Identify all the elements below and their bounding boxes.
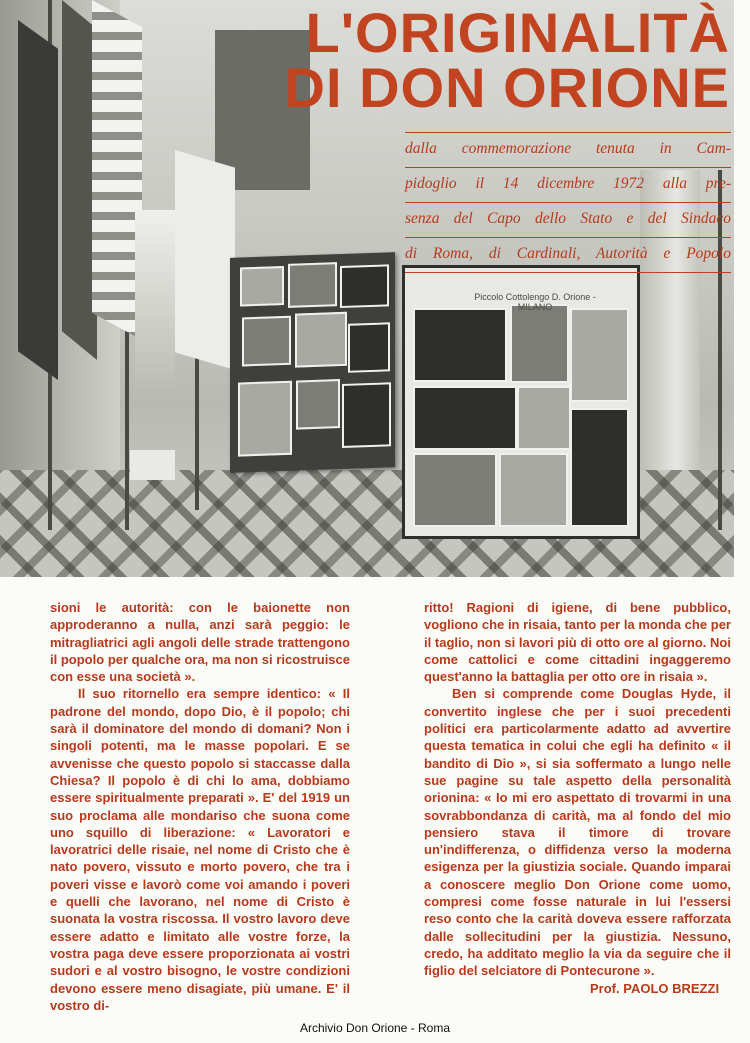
subtitle-line: di Roma, di Cardinali, Autorità e Popolo bbox=[405, 237, 731, 273]
display-table bbox=[130, 450, 175, 480]
collage-photo bbox=[348, 322, 390, 372]
archive-footer: Archivio Don Orione - Roma bbox=[299, 1021, 451, 1035]
panel-photo bbox=[413, 453, 497, 527]
subtitle-line: dalla commemorazione tenuta in Cam- bbox=[405, 132, 731, 167]
subtitle-line: senza del Capo dello Stato e del Sindaco bbox=[405, 202, 731, 237]
body-column-right bbox=[424, 599, 731, 980]
subtitle-line: pidoglio il 14 dicembre 1972 alla pre- bbox=[405, 167, 731, 202]
collage-photo bbox=[295, 312, 347, 368]
body-paragraph: ritto! Ragioni di igiene, di bene pubblico, vogliono che in risaia, tanto per la monda che per il taglio, non si lavori più di otto ore al giorno. Noi come cattolici e come cittadini ingaggeremo quest'anno la battaglia per otto ore in risaia ». bbox=[424, 600, 731, 685]
flag bbox=[18, 20, 58, 380]
panel-photo bbox=[413, 386, 517, 450]
collage-photo bbox=[242, 316, 291, 367]
body-paragraph: Il suo ritornello era sempre identico: « Il padrone del mondo, dopo Dio, è il popolo; chi sarà il dominatore del mondo di domani? Non i singoli potenti, ma le masse popolari. E se avvenisse che questo popolo si staccasse dalla Chiesa? Il popolo è di chi lo ama, dobbiamo essere spiritualmente preparati ». E' del 1919 un suo proclama alle mondariso che suona come uno squillo di liberazione: « Lavoratori e lavoratrici delle risaie, nel nome di Cristo che è nato povero, vissuto e morto povero, che tra i poveri visse e lavorò come voi amando i poveri e quelli che lavorano, nel nome di Cristo è suonata la vostra riscossa. Il vostro lavoro deve essere adatto e limitato alle vostre forze, la vostra paga deve essere proporzionata ai vostri sudori e al vostro bisogno, le vostre condizioni devono essere meno disagiate, più umane. E' il vostro di- bbox=[50, 686, 350, 1013]
collage-photo bbox=[340, 264, 389, 308]
article-title bbox=[284, 1, 730, 119]
author-signature bbox=[590, 981, 719, 996]
signature-name: PAOLO BREZZI bbox=[623, 981, 720, 996]
photo-collage-board bbox=[230, 252, 395, 473]
collage-photo bbox=[240, 266, 284, 307]
article-subtitle bbox=[405, 132, 731, 273]
panel-sign: Piccolo Cottolengo D. Orione - MILANO bbox=[474, 292, 596, 312]
body-paragraph: Ben si comprende come Douglas Hyde, il convertito inglese che per i suoi precedenti politici era particolarmente adatto ad avvertire questa tematica in colui che egli ha definito « il bandito di Dio », si sia soffermato a lungo nelle sue pagine su tale aspetto della personalità orionina: « Io mi ero aspettato di trovarmi in una sovrabbondanza di carità, ma al fondo del mio pensiero stava il timore di trovare un'indifferenza, o diffidenza verso la moderna esigenza per la giustizia sociale. Quando imparai a conoscere meglio Don Orione come uomo, compresi come fosse naturale in lui l'essersi reso conto che la carità doveva essere rafforzata dalle sollecitudini per la giustizia. Nessuno, credo, ha additato meglio la via da seguire che il figlio del selciatore di Pontecurone ». bbox=[424, 686, 731, 979]
collage-photo bbox=[288, 262, 337, 308]
collage-photo bbox=[342, 382, 391, 448]
collage-photo bbox=[238, 381, 292, 457]
collage-photo bbox=[296, 379, 340, 430]
flag bbox=[62, 0, 97, 360]
white-flag bbox=[175, 150, 235, 370]
small-display-board bbox=[135, 210, 175, 390]
panel-photo bbox=[570, 308, 629, 402]
signature-prefix: Prof. bbox=[590, 981, 620, 996]
title-line-2: DI DON ORIONE bbox=[284, 55, 730, 119]
panel-photo bbox=[570, 408, 629, 527]
panel-photo bbox=[517, 386, 571, 450]
panel-photo bbox=[413, 308, 507, 382]
title-line-1: L'ORIGINALITÀ bbox=[305, 1, 730, 64]
body-column-left bbox=[50, 599, 350, 1014]
panel-photo bbox=[510, 304, 569, 383]
panel-photo bbox=[499, 453, 568, 527]
body-paragraph: sioni le autorità: con le baionette non approderanno a nulla, anzi sarà peggio: le mitragliatrici agli angoli delle strade trattengono il popolo per qualche ora, ma non si ricostruisce con esse una società ». bbox=[50, 600, 350, 685]
